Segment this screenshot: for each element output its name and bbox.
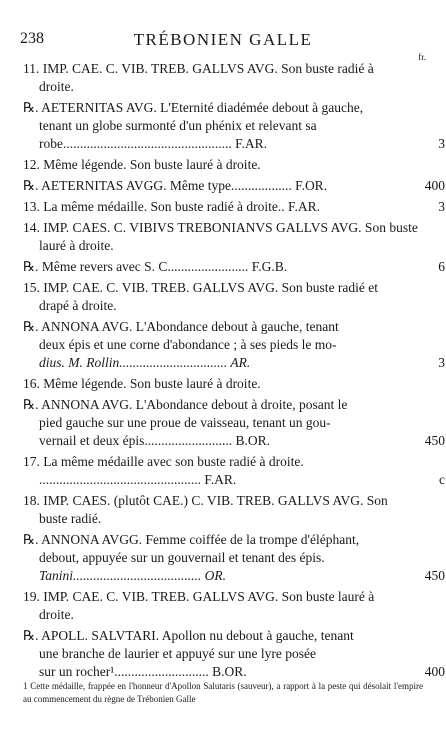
entry-line: robe.................................................. F.AR. bbox=[39, 136, 268, 151]
entry-15-reverse bbox=[23, 318, 445, 372]
entry-line: sur un rocher¹............................ B.OR. bbox=[39, 664, 247, 679]
unit-label: fr. bbox=[418, 52, 426, 62]
entry-line: 16. Même légende. Son buste lauré à droite. bbox=[23, 376, 261, 391]
price-value: 3 bbox=[438, 355, 445, 370]
entry-line: debout, appuyée sur un gouvernail et tenant des épis. bbox=[39, 550, 325, 565]
entry-18-reverse bbox=[23, 531, 445, 585]
price-value: 3 bbox=[438, 136, 445, 151]
entry-line: 14. IMP. CAES. C. VIBIVS TREBONIANVS GALLVS AVG. Son buste bbox=[23, 220, 418, 235]
entry-line: une branche de laurier et appuyé sur une lyre posée bbox=[39, 646, 317, 661]
price-value: 400 bbox=[424, 178, 445, 193]
entry-line: ℞. APOLL. SALVTARI. Apollon nu debout à gauche, tenant bbox=[23, 628, 354, 643]
entry-line: 19. IMP. CAE. C. VIB. TREB. GALLVS AVG. Son buste lauré à bbox=[23, 589, 375, 604]
entry-15 bbox=[23, 279, 418, 315]
entry-line: ℞. AETERNITAS AVGG. Même type.................. F.OR. bbox=[23, 178, 328, 193]
catalogue-body bbox=[23, 60, 445, 684]
entry-13 bbox=[23, 198, 445, 216]
entry-16-reverse bbox=[23, 396, 445, 450]
price-value: c bbox=[439, 472, 445, 487]
entry-line: ℞. Même revers avec S. C........................ F.G.B. bbox=[23, 259, 288, 274]
entry-line: ℞. AETERNITAS AVG. L'Eternité diadémée debout à gauche, bbox=[23, 100, 364, 115]
entry-line: vernail et deux épis.......................... B.OR. bbox=[39, 433, 270, 448]
entry-line: ................................................ F.AR. bbox=[39, 472, 237, 487]
entry-12 bbox=[23, 156, 418, 174]
entry-line: 12. Même légende. Son buste lauré à droite. bbox=[23, 157, 261, 172]
footnote: 1 Cette médaille, frappée en l'honneur d'Apollon Salutaris (sauveur), a rapport à la peste qui désolait l'empire au commencement du règne de Trébonien Galle bbox=[23, 681, 423, 704]
entry-line: 15. IMP. CAE. C. VIB. TREB. GALLVS AVG. Son buste radié et bbox=[23, 280, 379, 295]
entry-19 bbox=[23, 588, 418, 624]
entry-line: 11. IMP. CAE. C. VIB. TREB. GALLVS AVG. Son buste radié à bbox=[23, 61, 374, 76]
entry-line: ℞. ANNONA AVG. L'Abondance debout à droite, posant le bbox=[23, 397, 348, 412]
entry-line: droite. bbox=[39, 607, 74, 622]
entry-11 bbox=[23, 60, 418, 96]
entry-line: deux épis et une corne d'abondance ; à ses pieds le mo- bbox=[39, 337, 337, 352]
price-value: 450 bbox=[424, 433, 445, 448]
entry-14-reverse bbox=[23, 258, 445, 276]
entry-line: dius. M. Rollin................................ AR. bbox=[39, 355, 251, 370]
entry-11-reverse bbox=[23, 99, 445, 153]
entry-line: 13. La même médaille. Son buste radié à droite.. F.AR. bbox=[23, 199, 320, 214]
entry-line: ℞. ANNONA AVGG. Femme coiffée de la trompe d'éléphant, bbox=[23, 532, 360, 547]
price-value: 450 bbox=[424, 568, 445, 583]
entry-line: ℞. ANNONA AVG. L'Abondance debout à gauche, tenant bbox=[23, 319, 339, 334]
entry-19-reverse bbox=[23, 627, 445, 681]
price-value: 400 bbox=[424, 664, 445, 679]
entry-12-reverse bbox=[23, 177, 445, 195]
entry-14 bbox=[23, 219, 418, 255]
entry-line: buste radié. bbox=[39, 511, 102, 526]
entry-17 bbox=[23, 453, 445, 489]
entry-18 bbox=[23, 492, 418, 528]
entry-line: pied gauche sur une proue de vaisseau, tenant un gou- bbox=[39, 415, 331, 430]
entry-line: tenant un globe surmonté d'un phénix et relevant sa bbox=[39, 118, 317, 133]
price-value: 3 bbox=[438, 199, 445, 214]
page-number: 238 bbox=[20, 30, 44, 47]
entry-16 bbox=[23, 375, 418, 393]
entry-line: 17. La même médaille avec son buste radié à droite. bbox=[23, 454, 304, 469]
entry-line: lauré à droite. bbox=[39, 238, 114, 253]
page-header bbox=[20, 30, 426, 62]
price-value: 6 bbox=[438, 259, 445, 274]
entry-line: Tanini...................................... OR. bbox=[39, 568, 227, 583]
running-head: TRÉBONIEN GALLE bbox=[133, 30, 313, 49]
entry-line: drapé à droite. bbox=[39, 298, 117, 313]
entry-line: 18. IMP. CAES. (plutôt CAE.) C. VIB. TREB. GALLVS AVG. Son bbox=[23, 493, 388, 508]
entry-line: droite. bbox=[39, 79, 74, 94]
